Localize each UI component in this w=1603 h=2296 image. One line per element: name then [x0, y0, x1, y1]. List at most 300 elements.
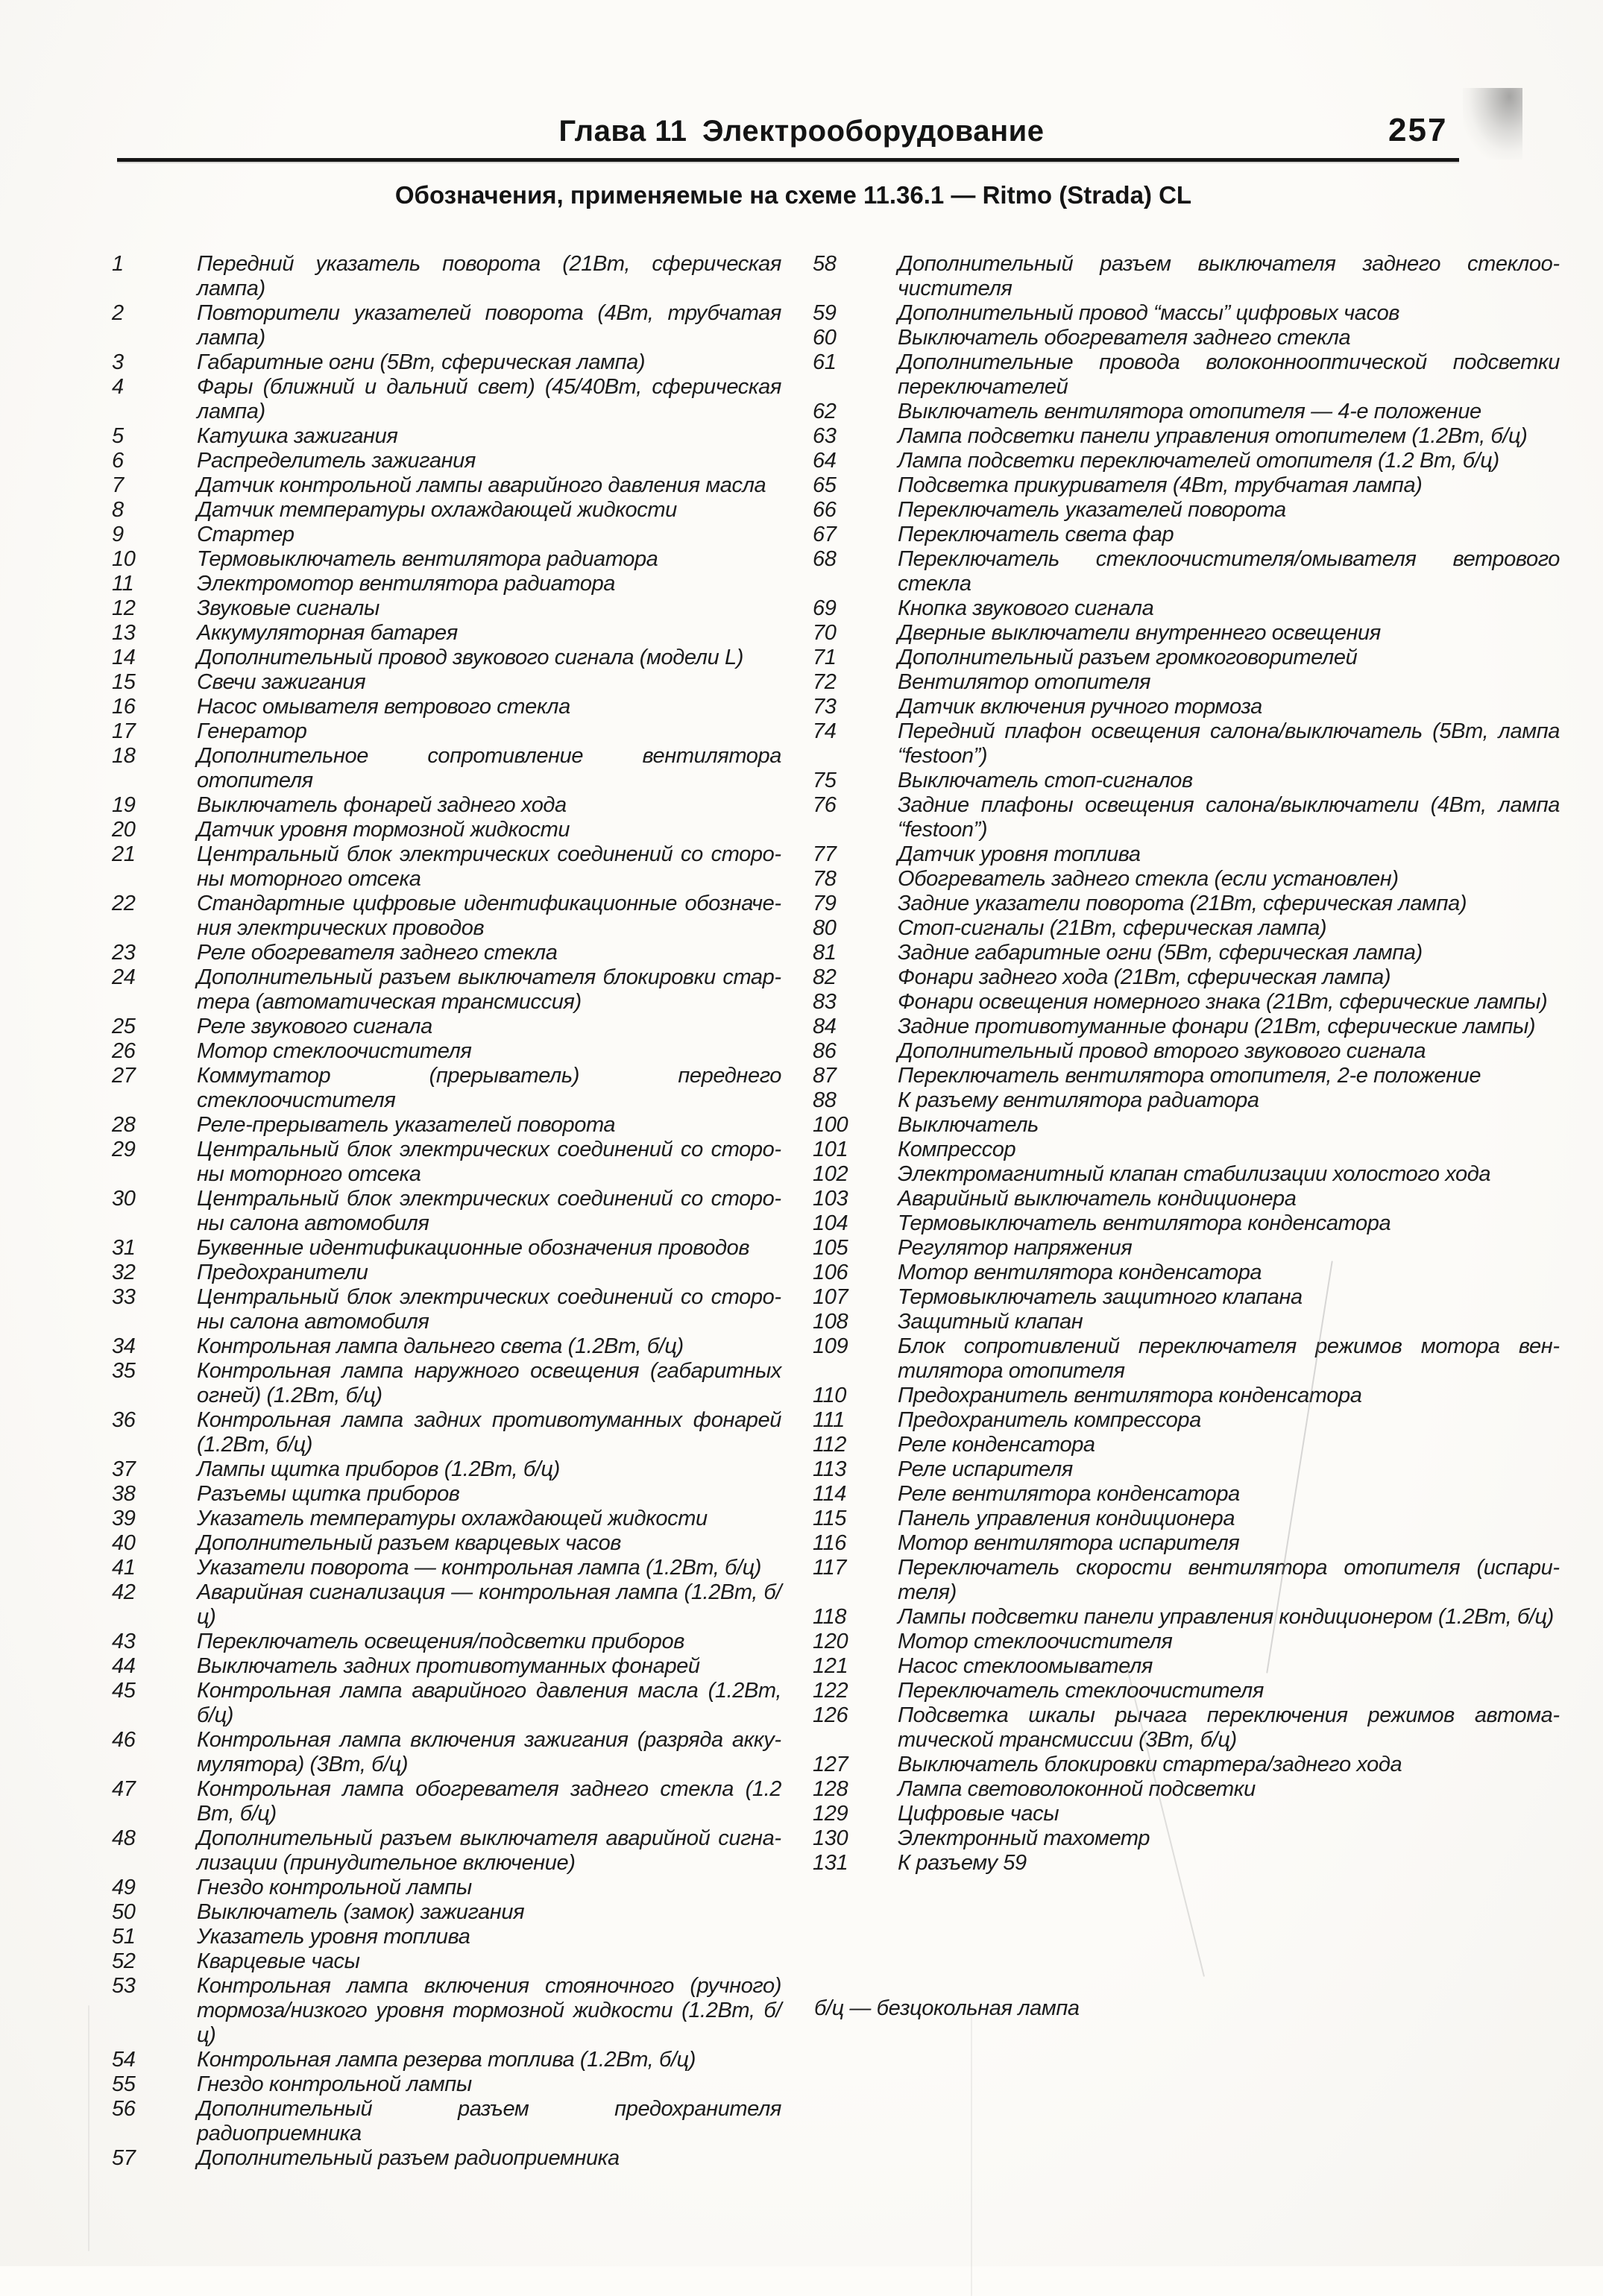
item-number: 86 — [813, 1039, 837, 1063]
legend-item — [112, 1285, 781, 1334]
item-text: Дверные выключатели внутреннего освещения — [898, 621, 1381, 645]
item-text: Гнездо контрольной лампы — [197, 2072, 472, 2096]
item-text: Указатели поворота — контрольная лампа (1.2Вт, б/ц) — [197, 1556, 762, 1580]
legend-item — [112, 1654, 781, 1679]
legend-item — [813, 523, 1560, 547]
item-number: 73 — [813, 695, 837, 719]
item-number: 22 — [112, 892, 136, 915]
item-number: 39 — [112, 1507, 136, 1530]
legend-item — [813, 1457, 1560, 1482]
item-text: Датчик контрольной лампы аварийного давления масла — [197, 473, 766, 497]
item-text: Датчик уровня топлива — [898, 842, 1141, 866]
item-number: 88 — [813, 1088, 837, 1112]
item-text: Реле-прерыватель указателей поворота — [197, 1113, 616, 1137]
item-number: 53 — [112, 1974, 136, 1998]
item-text: Термовыключатель вентилятора радиатора — [197, 547, 658, 571]
item-text: Реле обогревателя заднего стекла — [197, 941, 558, 965]
item-number: 105 — [813, 1236, 848, 1260]
legend-item — [112, 2146, 781, 2171]
item-text: Генератор — [197, 719, 307, 743]
legend-item — [112, 1826, 781, 1876]
item-number: 2 — [112, 301, 124, 325]
item-text: Выключатель фонарей заднего хода — [197, 793, 567, 817]
item-number: 82 — [813, 965, 837, 989]
item-number: 69 — [813, 596, 837, 620]
legend-item — [112, 1039, 781, 1064]
legend-item — [112, 1187, 781, 1236]
item-number: 127 — [813, 1753, 848, 1776]
item-text: Панель управления кондиционера — [898, 1507, 1235, 1530]
item-text: Свечи зажигания — [197, 670, 366, 694]
item-text: Мотор стеклоочистителя — [197, 1039, 472, 1063]
item-number: 27 — [112, 1064, 136, 1088]
item-text: Предохранитель вентилятора конденсатора — [898, 1384, 1362, 1407]
item-number: 9 — [112, 523, 124, 546]
page-number: 257 — [1388, 112, 1448, 148]
legend-item — [112, 424, 781, 449]
item-text: Фонари заднего хода (21Вт, сферическая лампа) — [898, 965, 1391, 989]
item-number: 50 — [112, 1900, 136, 1924]
item-text: Звуковые сигналы — [197, 596, 380, 620]
legend-item — [813, 1236, 1560, 1261]
item-text: Защитный клапан — [898, 1310, 1083, 1334]
item-number: 3 — [112, 350, 124, 374]
legend-item — [112, 1556, 781, 1580]
legend-item — [813, 1015, 1560, 1039]
item-number: 17 — [112, 719, 136, 743]
item-number: 12 — [112, 596, 136, 620]
item-text: Реле конденсатора — [898, 1433, 1095, 1457]
item-number: 78 — [813, 867, 837, 891]
legend-item — [112, 1949, 781, 1974]
legend-item — [112, 523, 781, 547]
item-text: Термовыключатель защитного клапана — [898, 1285, 1303, 1309]
item-text: Обогреватель заднего стекла (если установлен) — [898, 867, 1399, 891]
legend-item — [112, 2048, 781, 2072]
item-number: 87 — [813, 1064, 837, 1088]
item-number: 64 — [813, 449, 837, 473]
item-number: 21 — [112, 842, 136, 866]
item-number: 11 — [112, 572, 134, 596]
item-text: Насос омывателя ветрового стекла — [197, 695, 570, 719]
legend-item — [112, 695, 781, 719]
item-number: 114 — [813, 1482, 847, 1506]
legend-item — [813, 1703, 1560, 1753]
legend-item — [813, 670, 1560, 695]
item-number: 70 — [813, 621, 837, 645]
item-number: 71 — [813, 646, 837, 669]
legend-item — [112, 670, 781, 695]
item-text: Дополнительное сопротивление вентилятора отопителя — [197, 744, 781, 792]
item-text: Стоп-сигналы (21Вт, сферическая лампа) — [898, 916, 1327, 940]
legend-item — [813, 596, 1560, 621]
legend-item — [112, 572, 781, 596]
item-text: Кварцевые часы — [197, 1949, 360, 1973]
legend-item — [813, 621, 1560, 646]
item-text: Передний плафон освещения салона/выключатель (5Вт, лампа “festoon”) — [898, 719, 1560, 768]
item-number: 111 — [813, 1408, 845, 1432]
item-number: 4 — [112, 375, 124, 399]
item-number: 76 — [813, 793, 837, 817]
item-number: 30 — [112, 1187, 136, 1211]
item-number: 58 — [813, 252, 837, 276]
item-text: Задние указатели поворота (21Вт, сферическая лампа) — [898, 892, 1467, 915]
item-number: 65 — [813, 473, 837, 497]
item-text: Реле испарителя — [898, 1457, 1073, 1481]
legend-item — [813, 350, 1560, 400]
item-number: 34 — [112, 1334, 136, 1358]
item-number: 38 — [112, 1482, 136, 1506]
item-number: 15 — [112, 670, 136, 694]
item-text: Катушка зажигания — [197, 424, 398, 448]
legend-item — [813, 547, 1560, 596]
item-text: Дополнительные провода волоконнооптической подсветки переключателей — [898, 350, 1560, 399]
item-number: 121 — [813, 1654, 848, 1678]
item-text: Стартер — [197, 523, 295, 546]
legend-title: Обозначения, применяемые на схеме 11.36.1 — Ritmo (Strada) CL — [394, 181, 1192, 209]
legend-item — [813, 793, 1560, 842]
item-text: Контрольная лампа резерва топлива (1.2Вт, б/ц) — [197, 2048, 696, 2072]
item-number: 5 — [112, 424, 124, 448]
item-text: Передний указатель поворота (21Вт, сферическая лампа) — [197, 252, 781, 300]
legend-item — [813, 1851, 1560, 1876]
item-number: 118 — [813, 1605, 847, 1629]
item-text: Лампа подсветки панели управления отопителем (1.2Вт, б/ц) — [898, 424, 1528, 448]
legend-item — [813, 1408, 1560, 1433]
item-text: Выключатель задних противотуманных фонарей — [197, 1654, 700, 1678]
item-number: 100 — [813, 1113, 848, 1137]
item-text: Переключатель стеклоочистителя/омывателя ветрового стекла — [898, 547, 1560, 596]
legend-item — [112, 621, 781, 646]
item-text: Термовыключатель вентилятора конденсатора — [898, 1211, 1391, 1235]
item-text: Контрольная лампа включения зажигания (разряда аккумулятора) (3Вт, б/ц) — [197, 1728, 781, 1776]
legend-item — [813, 1679, 1560, 1703]
item-number: 128 — [813, 1777, 848, 1801]
legend-item — [112, 1359, 781, 1408]
legend-item — [112, 646, 781, 670]
legend-item — [112, 1630, 781, 1654]
legend-item — [112, 892, 781, 941]
item-number: 8 — [112, 498, 124, 522]
legend-item — [813, 842, 1560, 867]
legend-item — [813, 400, 1560, 424]
item-text: Датчик температуры охлаждающей жидкости — [197, 498, 677, 522]
item-text: Предохранители — [197, 1261, 368, 1284]
legend-item — [112, 375, 781, 424]
legend-item — [813, 1556, 1560, 1605]
item-text: Фары (ближний и дальний свет) (45/40Вт, сферическая лампа) — [197, 375, 781, 423]
item-text: Выключатель вентилятора отопителя — 4-е положение — [898, 400, 1481, 423]
item-text: Коммутатор (прерыватель) переднего стеклоочистителя — [197, 1064, 781, 1112]
item-number: 112 — [813, 1433, 847, 1457]
item-text: Предохранитель компрессора — [898, 1408, 1201, 1432]
item-number: 31 — [112, 1236, 136, 1260]
item-text: Аккумуляторная батарея — [197, 621, 458, 645]
item-text: Аварийный выключатель кондиционера — [898, 1187, 1297, 1211]
item-text: Буквенные идентификационные обозначения проводов — [197, 1236, 750, 1260]
item-text: Переключатель скорости вентилятора отопителя (испарителя) — [898, 1556, 1560, 1604]
legend-item — [813, 1285, 1560, 1310]
item-number: 23 — [112, 941, 136, 965]
item-text: Центральный блок электрических соединений со стороны салона автомобиля — [197, 1187, 781, 1235]
item-number: 77 — [813, 842, 837, 866]
item-text: Дополнительный разъем выключателя заднего стеклоочистителя — [898, 252, 1560, 300]
item-number: 101 — [813, 1138, 848, 1161]
item-number: 40 — [112, 1531, 136, 1555]
item-number: 13 — [112, 621, 136, 645]
legend-item — [813, 892, 1560, 916]
legend-item — [112, 547, 781, 572]
legend-item — [813, 695, 1560, 719]
legend-item — [112, 1236, 781, 1261]
item-text: Насос стеклоомывателя — [898, 1654, 1153, 1678]
item-number: 115 — [813, 1507, 847, 1530]
legend-item — [813, 719, 1560, 769]
item-text: Вентилятор отопителя — [898, 670, 1151, 694]
item-number: 66 — [813, 498, 837, 522]
item-number: 54 — [112, 2048, 136, 2072]
item-number: 120 — [813, 1630, 848, 1653]
item-text: Переключатель стеклоочистителя — [898, 1679, 1264, 1703]
legend-item — [112, 1408, 781, 1457]
item-text: Регулятор напряжения — [898, 1236, 1133, 1260]
item-text: Подсветка прикуривателя (4Вт, трубчатая лампа) — [898, 473, 1423, 497]
item-text: Выключатель — [898, 1113, 1039, 1137]
item-text: Контрольная лампа задних противотуманных фонарей (1.2Вт, б/ц) — [197, 1408, 781, 1457]
item-number: 52 — [112, 1949, 136, 1973]
legend-item — [112, 1900, 781, 1925]
legend-item — [813, 1802, 1560, 1826]
item-text: Мотор стеклоочистителя — [898, 1630, 1173, 1653]
item-number: 74 — [813, 719, 837, 743]
item-number: 83 — [813, 990, 837, 1014]
item-text: Дополнительный разъем радиоприемника — [197, 2146, 620, 2170]
legend-footnote: б/ц — безцокольная лампа — [814, 1996, 1080, 2020]
legend-item — [813, 965, 1560, 990]
legend-item — [813, 1777, 1560, 1802]
legend-item — [813, 1433, 1560, 1457]
legend-item — [112, 1507, 781, 1531]
legend-item — [112, 1925, 781, 1949]
legend-item — [112, 1482, 781, 1507]
legend-item — [813, 1753, 1560, 1777]
chapter-title: Глава 11 Электрооборудование — [558, 115, 1045, 148]
legend-item — [813, 941, 1560, 965]
legend-item — [112, 1457, 781, 1482]
item-text: Лампы щитка приборов (1.2Вт, б/ц) — [197, 1457, 560, 1481]
item-number: 81 — [813, 941, 837, 965]
legend-item — [813, 1211, 1560, 1236]
item-text: Задние габаритные огни (5Вт, сферическая лампа) — [898, 941, 1423, 965]
legend-item — [813, 769, 1560, 793]
item-number: 57 — [112, 2146, 136, 2170]
item-number: 126 — [813, 1703, 848, 1727]
item-number: 19 — [112, 793, 136, 817]
item-text: Дополнительный провод второго звукового сигнала — [898, 1039, 1426, 1063]
scan-smudge — [1463, 88, 1522, 160]
item-text: Задние противотуманные фонари (21Вт, сферические лампы) — [898, 1015, 1536, 1038]
item-text: Подсветка шкалы рычага переключения режимов автоматической трансмиссии (3Вт, б/ц) — [898, 1703, 1560, 1752]
legend-item — [813, 1482, 1560, 1507]
item-number: 63 — [813, 424, 837, 448]
legend-item — [112, 842, 781, 892]
item-text: Мотор вентилятора конденсатора — [898, 1261, 1262, 1284]
item-text: Дополнительный разъем предохранителя радиоприемника — [197, 2097, 781, 2145]
item-number: 18 — [112, 744, 136, 768]
legend-item — [813, 1039, 1560, 1064]
item-text: Аварийная сигнализация — контрольная лампа (1.2Вт, б/ц) — [197, 1580, 781, 1629]
item-number: 110 — [813, 1384, 847, 1407]
item-text: Электронный тахометр — [898, 1826, 1150, 1850]
item-text: Выключатель (замок) зажигания — [197, 1900, 525, 1924]
legend-item — [813, 1507, 1560, 1531]
legend-item — [112, 1974, 781, 2048]
item-text: Электромагнитный клапан стабилизации холостого хода — [898, 1162, 1491, 1186]
legend-item — [813, 646, 1560, 670]
scan-artifact — [971, 2013, 972, 2296]
legend-item — [112, 1531, 781, 1556]
legend-item — [112, 941, 781, 965]
legend-item — [813, 1064, 1560, 1088]
item-number: 43 — [112, 1630, 136, 1653]
legend-item — [813, 1162, 1560, 1187]
legend-item — [813, 1088, 1560, 1113]
item-text: Стандартные цифровые идентификационные обозначения электрических проводов — [197, 892, 781, 940]
item-number: 28 — [112, 1113, 136, 1137]
item-text: Дополнительный разъем выключателя аварийной сигнализации (принудительное включение) — [197, 1826, 781, 1875]
item-text: Компрессор — [898, 1138, 1016, 1161]
legend-item — [112, 350, 781, 375]
item-number: 106 — [813, 1261, 848, 1284]
item-number: 62 — [813, 400, 837, 423]
legend-item — [112, 1261, 781, 1285]
legend-item — [112, 744, 781, 793]
item-text: Дополнительный провод “массы” цифровых часов — [898, 301, 1400, 325]
item-text: Разъемы щитка приборов — [197, 1482, 460, 1506]
item-number: 44 — [112, 1654, 136, 1678]
item-number: 36 — [112, 1408, 136, 1432]
item-text: Переключатель освещения/подсветки приборов — [197, 1630, 684, 1653]
legend-item — [813, 498, 1560, 523]
legend-item — [813, 867, 1560, 892]
header-rule — [117, 158, 1459, 162]
item-text: Реле звукового сигнала — [197, 1015, 432, 1038]
legend-item — [813, 326, 1560, 350]
legend-item — [813, 1531, 1560, 1556]
legend-item — [813, 1261, 1560, 1285]
legend-item — [112, 1064, 781, 1113]
legend-item — [112, 473, 781, 498]
legend-item — [813, 301, 1560, 326]
item-text: Фонари освещения номерного знака (21Вт, сферические лампы) — [898, 990, 1548, 1014]
legend-item — [112, 1113, 781, 1138]
item-text: Указатель температуры охлаждающей жидкости — [197, 1507, 708, 1530]
item-text: Датчик уровня тормозной жидкости — [197, 818, 570, 842]
legend-item — [813, 424, 1560, 449]
item-text: Контрольная лампа наружного освещения (габаритных огней) (1.2Вт, б/ц) — [197, 1359, 781, 1407]
item-number: 60 — [813, 326, 837, 350]
item-text: Переключатель света фар — [898, 523, 1174, 546]
item-text: Выключатель блокировки стартера/заднего хода — [898, 1753, 1402, 1776]
legend-item — [112, 596, 781, 621]
item-number: 113 — [813, 1457, 847, 1481]
item-number: 20 — [112, 818, 136, 842]
item-text: Габаритные огни (5Вт, сферическая лампа) — [197, 350, 646, 374]
legend-item — [813, 1310, 1560, 1334]
item-number: 6 — [112, 449, 124, 473]
item-number: 117 — [813, 1556, 847, 1580]
item-text: Контрольная лампа аварийного давления масла (1.2Вт, б/ц) — [197, 1679, 781, 1727]
item-text: Мотор вентилятора испарителя — [898, 1531, 1240, 1555]
legend-item — [112, 793, 781, 818]
item-text: Лампы подсветки панели управления кондиционером (1.2Вт, б/ц) — [898, 1605, 1554, 1629]
item-number: 45 — [112, 1679, 136, 1703]
legend-item — [813, 252, 1560, 301]
legend-left-column — [112, 252, 781, 2171]
legend-item — [813, 1384, 1560, 1408]
item-number: 1 — [112, 252, 124, 276]
item-number: 103 — [813, 1187, 848, 1211]
legend-item — [813, 1187, 1560, 1211]
item-number: 107 — [813, 1285, 848, 1309]
item-number: 24 — [112, 965, 136, 989]
item-number: 25 — [112, 1015, 136, 1038]
item-text: К разъему 59 — [898, 1851, 1027, 1875]
legend-item — [112, 301, 781, 350]
scan-artifact — [88, 2005, 89, 2251]
item-number: 35 — [112, 1359, 136, 1383]
item-number: 26 — [112, 1039, 136, 1063]
legend-item — [813, 1138, 1560, 1162]
legend-item — [112, 1728, 781, 1777]
legend-item — [112, 818, 781, 842]
item-number: 61 — [813, 350, 837, 374]
item-text: Лампа подсветки переключателей отопителя (1.2 Вт, б/ц) — [898, 449, 1499, 473]
legend-item — [813, 990, 1560, 1015]
item-text: Задние плафоны освещения салона/выключатели (4Вт, лампа “festoon”) — [898, 793, 1560, 842]
item-number: 29 — [112, 1138, 136, 1161]
legend-item — [112, 1334, 781, 1359]
item-number: 37 — [112, 1457, 136, 1481]
legend-item — [813, 1630, 1560, 1654]
item-text: Блок сопротивлений переключателя режимов мотора вентилятора отопителя — [898, 1334, 1560, 1383]
item-text: Кнопка звукового сигнала — [898, 596, 1154, 620]
legend-item — [112, 1679, 781, 1728]
legend-item — [813, 916, 1560, 941]
item-number: 109 — [813, 1334, 848, 1358]
legend-item — [813, 1654, 1560, 1679]
item-text: Реле вентилятора конденсатора — [898, 1482, 1240, 1506]
item-number: 80 — [813, 916, 837, 940]
item-text: Контрольная лампа дальнего света (1.2Вт, б/ц) — [197, 1334, 684, 1358]
item-text: Дополнительный провод звукового сигнала (модели L) — [197, 646, 743, 669]
item-number: 79 — [813, 892, 837, 915]
item-number: 72 — [813, 670, 837, 694]
item-text: Дополнительный разъем выключателя блокировки стартера (автоматическая трансмиссия) — [197, 965, 781, 1014]
item-number: 47 — [112, 1777, 136, 1801]
legend-item — [112, 1015, 781, 1039]
item-text: Центральный блок электрических соединений со стороны салона автомобиля — [197, 1285, 781, 1334]
item-number: 7 — [112, 473, 124, 497]
legend-item — [112, 2097, 781, 2146]
item-number: 14 — [112, 646, 136, 669]
item-text: Выключатель стоп-сигналов — [898, 769, 1193, 792]
legend-item — [112, 2072, 781, 2097]
item-number: 68 — [813, 547, 837, 571]
item-number: 131 — [813, 1851, 848, 1875]
legend-item — [112, 965, 781, 1015]
item-text: Контрольная лампа обогревателя заднего стекла (1.2 Вт, б/ц) — [197, 1777, 781, 1826]
